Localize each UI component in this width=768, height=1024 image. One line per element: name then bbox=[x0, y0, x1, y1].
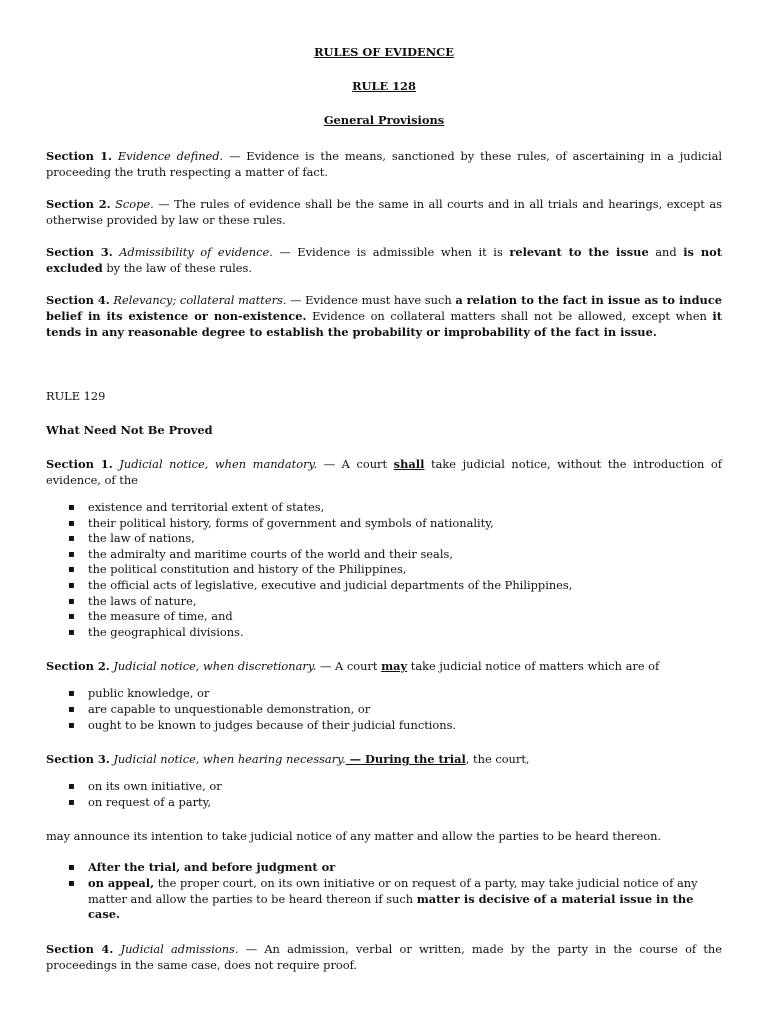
list-item: ▪ the law of nations, bbox=[88, 531, 722, 547]
after-trial-list bbox=[46, 860, 722, 922]
list-item: ▪ on request of a party, bbox=[88, 795, 722, 811]
rule-128-subheading: General Provisions bbox=[323, 113, 445, 127]
hearing-after-text: may announce its intention to take judicial notice of any matter and allow the parties to be heard thereon. bbox=[46, 829, 662, 844]
rule-129-subheading: What Need Not Be Proved bbox=[46, 423, 213, 437]
list-item: ▪ After the trial, and before judgment or bbox=[88, 860, 722, 876]
list-item: ▪ existence and territorial extent of states, bbox=[88, 500, 722, 516]
list-item: ▪ the political constitution and history of the Philipp​ines, bbox=[88, 562, 722, 578]
list-item: ▪ ought to be known to judges because of their judicial functions. bbox=[88, 718, 722, 734]
rule-128-section-3: Section 3. Admissibility of evidence. — Evidence is admissible when it is relevant to the issue and is not excluded by the law of these rules. bbox=[46, 245, 722, 275]
list-item: ▪ the laws of nature, bbox=[88, 594, 722, 610]
discretionary-notice-list bbox=[46, 686, 722, 733]
list-item: ▪ the admiralty and maritime courts of the world and their seals, bbox=[88, 547, 722, 563]
list-item: ▪ on its own initiative, or bbox=[88, 779, 722, 795]
list-item: ▪ are capable to unquestionable demonstration, or bbox=[88, 702, 722, 718]
mandatory-notice-list bbox=[46, 500, 722, 640]
rule-129-section-1: Section 1. Judicial notice, when mandatory. — A court shall take judicial notice, without the introduction of evidence, of the bbox=[46, 457, 723, 487]
list-item: ▪ public knowledge, or bbox=[88, 686, 722, 702]
document-title: RULES OF EVIDENCE bbox=[314, 45, 454, 59]
list-item: ▪ the geographical divisions. bbox=[88, 625, 722, 641]
list-item: ▪ the official acts of legislative, executive and judicial departments of the Philippines, bbox=[88, 578, 722, 594]
rule-129-section-2: Section 2. Judicial notice, when discretionary. — A court may take judicial notice of matters which are of bbox=[46, 659, 660, 674]
rule-128-section-4: Section 4. Relevancy; collateral matters. — Evidence must have such a relation to the fact in issue as to induce belief in its existence or non-existence. Evidence on collateral matters shall not be allowed, except when it tends in any reasonable degree to establish the probability or improbability of the fact in issue. bbox=[46, 293, 723, 339]
rule-128-heading: RULE 128 bbox=[352, 79, 416, 93]
rule-129-section-3: Section 3. Judicial notice, when hearing necessary. — During the trial, the court, bbox=[46, 752, 530, 767]
list-item: ▪ on appeal, the proper court, on its own initiative or on request of a party, may take judicial notice of any matter and allow the parties to be heard thereon if such matter is decisive of a material issue in the case. bbox=[88, 876, 722, 923]
rule-129-section-4: Section 4. Judicial admissions. — An admission, verbal or written, made by the party in the course of the proceedings in the same case, does not require proof. bbox=[46, 941, 722, 972]
rule-128-section-1: Section 1. Evidence defined. — Evidence is the means, sanctioned by these rules, of ascertaining in a judicial proceeding the truth respecting a matter of fact. bbox=[46, 149, 723, 179]
list-item: ▪ their political history, forms of government and symbols of nationality, bbox=[88, 516, 722, 532]
rule-129-heading: RULE 129 bbox=[46, 389, 106, 403]
hearing-list bbox=[46, 779, 722, 810]
list-item: ▪ the measure of time, and bbox=[88, 609, 722, 625]
rule-128-section-2: Section 2. Scope. — The rules of evidence shall be the same in all courts and in all trials and hearings, except as otherwise provided by law or these rules. bbox=[46, 197, 722, 227]
